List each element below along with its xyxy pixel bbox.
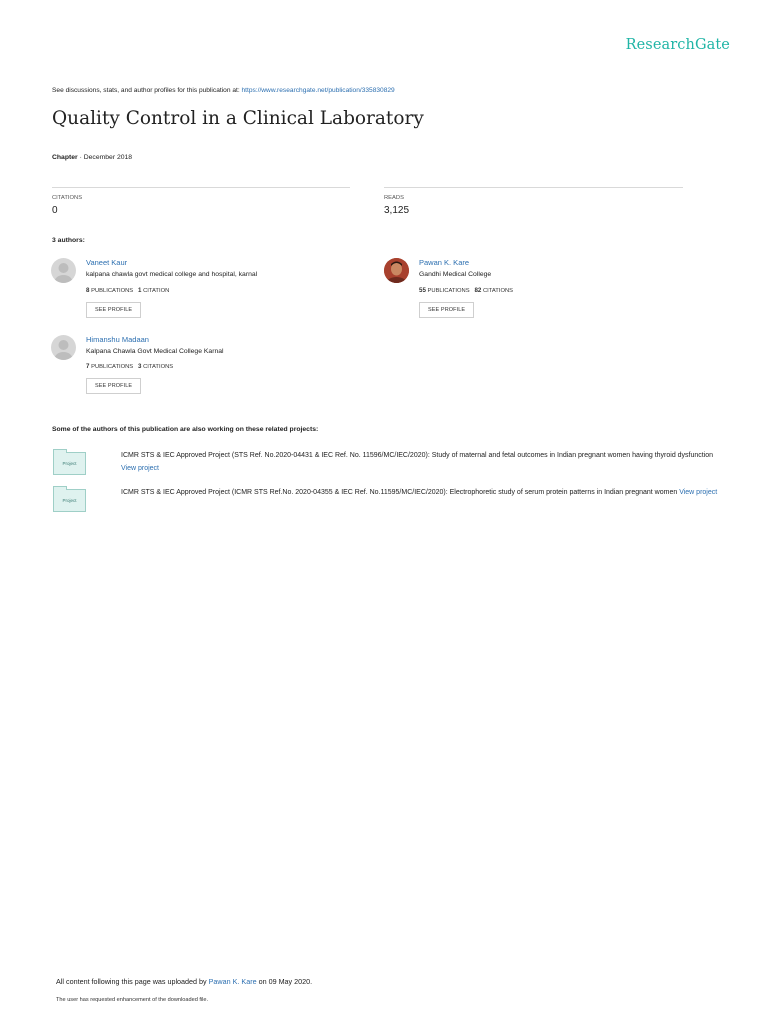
view-project-link[interactable]: View project <box>679 489 718 496</box>
author-stats <box>86 363 173 370</box>
author-institution: kalpana chawla govt medical college and hospital, karnal <box>86 271 258 278</box>
citations-divider <box>52 187 350 188</box>
project-description <box>121 449 721 475</box>
authors-heading: 3 authors: <box>52 237 85 244</box>
publication-url-link[interactable]: https://www.researchgate.net/publication/335830829 <box>241 87 395 94</box>
citations-value: 0 <box>52 205 58 216</box>
discussion-line <box>52 87 395 94</box>
author-stats <box>419 287 513 294</box>
see-profile-button[interactable]: SEE PROFILE <box>419 302 474 318</box>
upload-note <box>56 977 312 986</box>
author-citations-label: CITATIONS <box>143 364 174 370</box>
upload-prefix: All content following this page was uploaded by <box>56 977 209 986</box>
project-description <box>121 486 721 499</box>
project-text: ICMR STS & IEC Approved Project (ICMR STS Ref.No. 2020-04355 & IEC Ref. No.11595/MC/IEC/2020): Electrophoretic study of serum protein patterns in Indian pregnant women <box>121 489 680 496</box>
author-publications-label: PUBLICATIONS <box>91 288 134 294</box>
reads-divider <box>384 187 683 188</box>
publication-title: Quality Control in a Clinical Laboratory <box>52 108 424 129</box>
uploader-link[interactable]: Pawan K. Kare <box>208 977 257 986</box>
author-publications-count: 8 <box>86 287 90 294</box>
author-publications-label: PUBLICATIONS <box>91 364 134 370</box>
project-folder-icon[interactable]: Project <box>53 452 86 475</box>
avatar-placeholder-icon[interactable] <box>51 335 76 360</box>
author-name-link[interactable]: Himanshu Madaan <box>86 335 149 344</box>
view-project-link[interactable]: View project <box>121 465 160 472</box>
author-citations-count: 82 <box>474 287 482 294</box>
author-citations-count: 1 <box>138 287 142 294</box>
publication-date: · December 2018 <box>77 154 133 161</box>
project-folder-icon[interactable]: Project <box>53 489 86 512</box>
related-projects-heading: Some of the authors of this publication are also working on these related projects: <box>52 426 319 433</box>
author-name-link[interactable]: Pawan K. Kare <box>419 258 470 267</box>
author-photo-icon[interactable] <box>384 258 409 283</box>
reads-label: READS <box>384 195 404 201</box>
citations-label: CITATIONS <box>52 195 83 201</box>
author-institution: Gandhi Medical College <box>419 271 492 278</box>
author-institution: Kalpana Chawla Govt Medical College Karnal <box>86 348 224 355</box>
project-text: ICMR STS & IEC Approved Project (STS Ref. No.2020-04431 & IEC Ref. No. 11596/MC/IEC/2020): Study of maternal and fetal outcomes in Indian pregnant women having thyroid dysfunction <box>121 452 714 459</box>
researchgate-logo[interactable]: ResearchGate <box>625 37 730 53</box>
see-profile-button[interactable]: SEE PROFILE <box>86 378 141 394</box>
enhancement-note: The user has requested enhancement of the downloaded file. <box>56 997 209 1003</box>
author-stats <box>86 287 169 294</box>
see-profile-button[interactable]: SEE PROFILE <box>86 302 141 318</box>
publication-type: Chapter <box>52 154 78 161</box>
author-publications-count: 7 <box>86 363 90 370</box>
author-publications-label: PUBLICATIONS <box>427 288 470 294</box>
author-publications-count: 55 <box>419 287 426 294</box>
discussion-prefix: See discussions, stats, and author profiles for this publication at: <box>52 87 242 94</box>
author-citations-label: CITATIONS <box>482 288 514 294</box>
publication-meta <box>52 154 132 161</box>
author-citations-label: CITATION <box>143 288 170 294</box>
avatar-placeholder-icon[interactable] <box>51 258 76 283</box>
upload-suffix: on 09 May 2020. <box>256 977 313 986</box>
author-name-link[interactable]: Vaneet Kaur <box>86 258 128 267</box>
reads-value: 3,125 <box>384 205 410 216</box>
author-citations-count: 3 <box>138 363 142 370</box>
